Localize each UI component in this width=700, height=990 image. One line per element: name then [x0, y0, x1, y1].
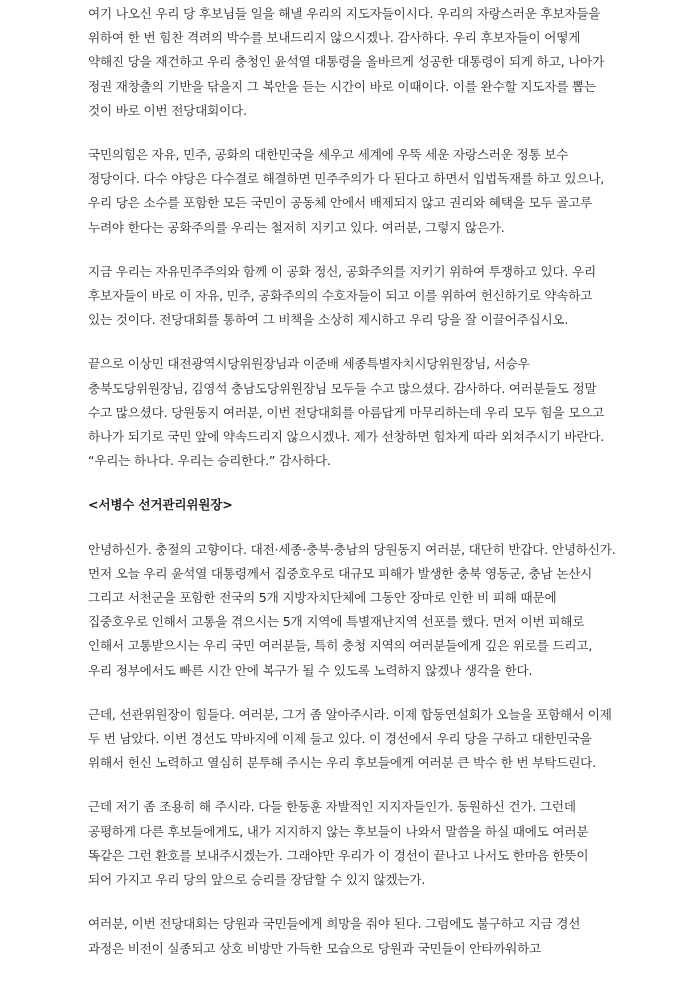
- document-body: [88, 0, 616, 981]
- paragraph: 지금 우리는 자유민주주의와 함께 이 공화 정신, 공화주의를 지키기 위하여 투쟁하고 있다. 우리 후보자들이 바로 이 자유, 민주, 공화주의의 수호자들이 되고 이를 위하여 헌신하기로 약속하고 있는 것이다. 전당대회를 통하여 그 비책을 소상히 제시하고 우리 당을 잘 이끌어주십시오.: [88, 263, 596, 328]
- paragraph: 여기 나오신 우리 당 후보님들 일을 해낼 우리의 지도자들이시다. 우리의 자랑스러운 후보자들을 위하여 한 번 힘찬 격려의 박수를 보내드리지 않으시겠나. 감사하다. 우리 후보자들이 어떻게 약해진 당을 재건하고 우리 충청인 윤석열 대통령을 올바르게 성공한 대통령이 되게 하고, 나아가 정권 재창출의 기반을 닦을지 그 복안을 듣는 시간이 바로 이때이다. 이를 완수할 지도자를 뽑는 것이 바로 이번 전당대회이다.: [88, 6, 605, 118]
- paragraph: 근데 저기 좀 조용히 해 주시라. 다들 한동훈 자발적인 지지자들인가. 동원하신 건가. 그런데 공평하게 다른 후보들에게도, 내가 지지하지 않는 후보들이 나와서 말씀을 하실 때에도 여러분 똑같은 그런 환호를 보내주시겠는가. 그래야만 우리가 이 경선이 끝나고 나서도 한마음 한뜻이 되어 가지고 우리 당의 앞으로 승리를 장담할 수 있지 않겠는가.: [88, 799, 589, 888]
- paragraph: 국민의힘은 자유, 민주, 공화의 대한민국을 세우고 세계에 우뚝 세운 자랑스러운 정통 보수 정당이다. 다수 야당은 다수결로 해결하면 민주주의가 다 된다고 하면서 입법독재를 하고 있으나, 우리 당은 소수를 포함한 모든 국민이 공동체 안에서 배제되지 않고 권리와 혜택을 모두 골고루 누려야 한다는 공화주의를 우리는 철저히 지키고 있다. 여러분, 그렇지 않은가.: [88, 147, 605, 235]
- paragraph: 끝으로 이상민 대전광역시당위원장님과 이준배 세종특별자치시당위원장님, 서승우 충북도당위원장님, 김영석 충남도당위원장님 모두들 수고 많으셨다. 감사하다. 여러분들도 정말 수고 많으셨다. 당원동지 여러분, 이번 전당대회를 아름답게 마무리하는데 우리 모두 힘을 모으고 하나가 되기로 국민 앞에 약속드리지 않으시겠나. 제가 선창하면 힘차게 따라 외쳐주시기 바란다. “우리는 하나다. 우리는 승리한다.” 감사하다.: [88, 356, 605, 469]
- paragraph: 근데, 선관위원장이 힘들다. 여러분, 그거 좀 알아주시라. 이제 합동연설회가 오늘을 포함해서 이제 두 번 남았다. 이번 경선도 막바지에 이제 들고 있다. 이 경선에서 우리 당을 구하고 대한민국을 위해서 헌신 노력하고 열심히 분투해 주시는 우리 후보들에게 여러분 큰 박수 한 번 부탁드린다.: [88, 706, 612, 771]
- paragraph: 여러분, 이번 전당대회는 당원과 국민들에게 희망을 줘야 된다. 그럼에도 불구하고 지금 경선 과정은 비전이 실종되고 상호 비방만 가득한 모습으로 당원과 국민들이 안타까워하고: [88, 916, 581, 956]
- paragraph: 안녕하신가. 충절의 고향이다. 대전·세종·충북·충남의 당원동지 여러분, 대단히 반갑다. 안녕하신가. 먼저 오늘 우리 윤석열 대통령께서 집중호우로 대규모 피해가 발생한 충북 영동군, 충남 논산시 그리고 서천군을 포함한 전국의 5개 지방자치단체에 그동안 장마로 인한 비 피해 때문에 집중호우로 인해서 고통을 겪으시는 5개 지역에 특별재난지역 선포를 했다. 먼저 이번 피해로 인해서 고통받으시는 우리 국민 여러분들, 특히 충청 지역의 여러분들에게 깊은 위로를 드리고, 우리 정부에서도 빠른 시간 안에 복구가 될 수 있도록 노력하지 않겠나 생각을 한다.: [88, 541, 616, 678]
- speaker-heading: <서병수 선거관리위원장>: [88, 497, 233, 513]
